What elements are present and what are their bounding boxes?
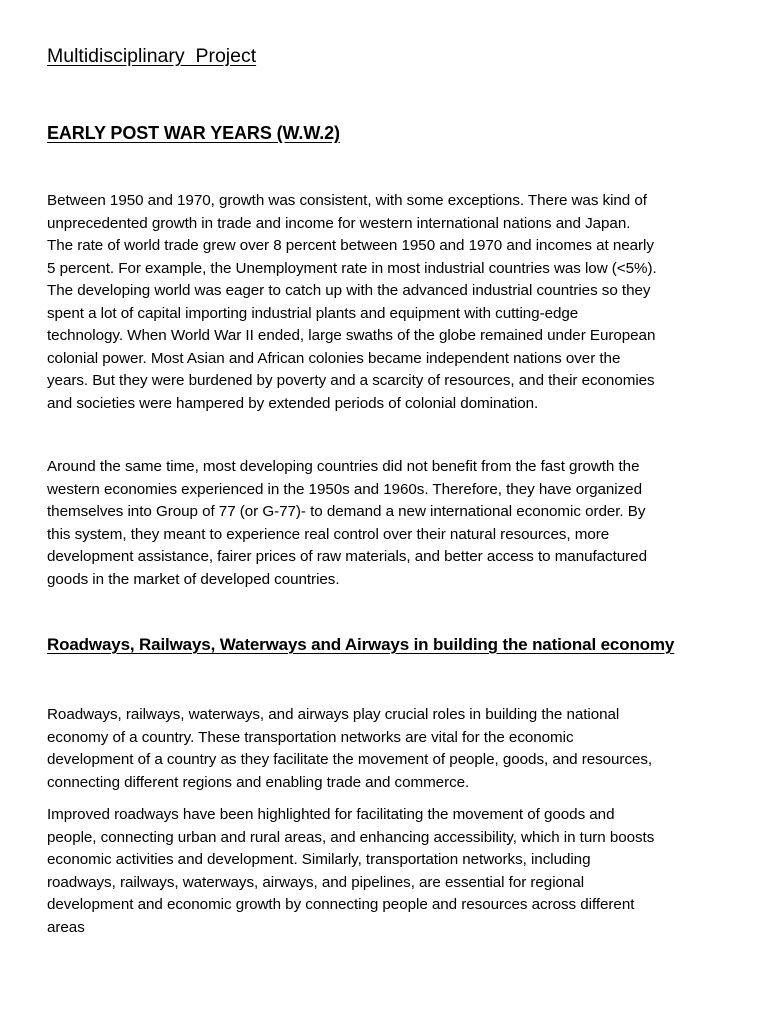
- text-line: Roadways, railways, waterways, and airways play crucial roles in building the national: [47, 706, 620, 723]
- text-line: development of a country as they facilitate the movement of people, goods, and resources,: [47, 751, 653, 768]
- text-line: technology. When World War II ended, large swaths of the globe remained under European: [47, 327, 656, 344]
- text-line: spent a lot of capital importing industrial plants and equipment with cutting-edge: [47, 304, 579, 322]
- text-line: areas: [47, 918, 85, 936]
- paragraph-transport-roles: [47, 704, 737, 794]
- text-line: this system, they meant to experience real control over their natural resources, more: [47, 525, 610, 543]
- text-line: roadways, railways, waterways, airways, and pipelines, are essential for regional: [47, 873, 585, 891]
- section-heading-transport: Roadways, Railways, Waterways and Airways in building the national economy: [47, 635, 675, 654]
- text-line: Between 1950 and 1970, growth was consistent, with some exceptions. There was kind of: [47, 192, 647, 209]
- text-line: connecting different regions and enabling trade and commerce.: [47, 773, 470, 791]
- text-line: unprecedented growth in trade and income for western international nations and Japan.: [47, 214, 631, 232]
- text-line: economic activities and development. Similarly, transportation networks, including: [47, 851, 591, 868]
- text-line: The developing world was eager to catch up with the advanced industrial countries so they: [47, 282, 651, 299]
- text-line: 5 percent. For example, the Unemployment rate in most industrial countries was low (<5%).: [47, 259, 657, 277]
- text-line: The rate of world trade grew over 8 percent between 1950 and 1970 and incomes at nearly: [47, 237, 654, 254]
- section-heading-early-post-war: EARLY POST WAR YEARS (W.W.2): [47, 123, 340, 143]
- document-title: Multidisciplinary Project: [47, 45, 257, 67]
- text-line: colonial power. Most Asian and African colonies became independent nations over the: [47, 349, 621, 367]
- paragraph-post-war-growth: [47, 190, 737, 415]
- text-line: Around the same time, most developing countries did not benefit from the fast growth the: [47, 458, 640, 475]
- text-line: themselves into Group of 77 (or G-77)- to demand a new international economic order. By: [47, 503, 646, 520]
- text-line: economy of a country. These transportation networks are vital for the economic: [47, 728, 574, 746]
- paragraph-roadways: [47, 804, 737, 939]
- text-line: western economies experienced in the 1950s and 1960s. Therefore, they have organized: [47, 480, 642, 498]
- text-line: and societies were hampered by extended periods of colonial domination.: [47, 394, 539, 412]
- text-line: development assistance, fairer prices of raw materials, and better access to manufactured: [47, 548, 647, 565]
- text-line: Improved roadways have been highlighted for facilitating the movement of goods and: [47, 806, 615, 823]
- text-line: people, connecting urban and rural areas, and enhancing accessibility, which in turn boosts: [47, 828, 655, 846]
- text-line: development and economic growth by connecting people and resources across different: [47, 896, 635, 913]
- text-line: years. But they were burdened by poverty and a scarcity of resources, and their economies: [47, 372, 655, 389]
- text-line: goods in the market of developed countries.: [47, 570, 340, 588]
- paragraph-g77: [47, 456, 737, 591]
